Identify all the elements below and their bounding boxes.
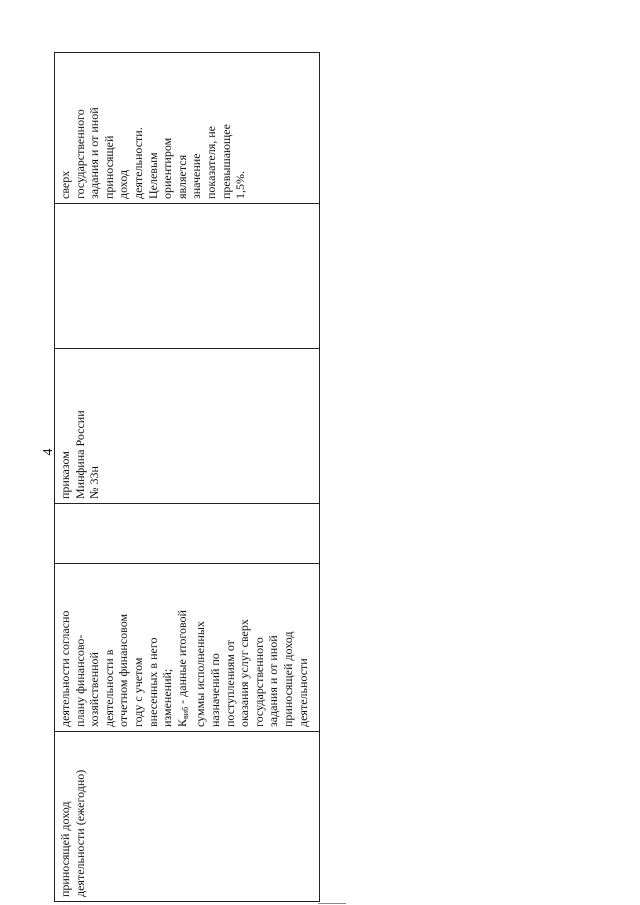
table-frame <box>54 52 320 902</box>
text-line: приказом <box>58 451 72 499</box>
text-line: превышающее <box>218 124 233 199</box>
text-line: деятельности согласно <box>58 610 72 727</box>
text-line: оказания услуг сверх <box>237 619 252 727</box>
text-line: году с учетом <box>130 657 145 727</box>
page-number: 4 <box>41 448 56 456</box>
text-line: сверх <box>58 170 72 199</box>
cell-formula-description <box>55 563 319 731</box>
text-line: плану финансово- <box>72 634 87 727</box>
text-line: показателя, не <box>203 126 218 199</box>
cell-source-document <box>55 348 319 503</box>
text-line: Целевым <box>145 152 160 199</box>
text-line: хозяйственной <box>87 652 102 727</box>
text-line: деятельности. <box>130 127 145 199</box>
text-line: задания и от иной <box>87 107 102 199</box>
text-line: задания и от иной <box>266 635 281 727</box>
table-rotated <box>54 52 320 902</box>
text-line: Минфина России <box>72 410 87 499</box>
text-line: значение <box>189 153 204 199</box>
cell-empty-wide <box>55 203 319 348</box>
text-line: государственного <box>251 637 266 727</box>
text-line: является <box>174 154 189 199</box>
text-line: государственного <box>72 109 87 199</box>
cell-empty-narrow <box>55 503 319 563</box>
text-line: изменений; <box>160 668 175 727</box>
text-line: 1,5%. <box>233 171 248 199</box>
cell-indicator-name <box>55 731 319 901</box>
text-line: деятельности (ежегодно) <box>72 769 87 897</box>
text-line: внесенных в него <box>145 637 160 727</box>
text-line: ориентиром <box>160 137 175 199</box>
k-definition-line <box>175 567 194 727</box>
k-symbol: К <box>174 718 189 727</box>
scan-mark <box>318 903 346 904</box>
text-line: приносящей <box>101 135 116 199</box>
text-line: суммы исполненных <box>193 621 208 727</box>
text-line: назначений по <box>207 653 222 727</box>
indicators-table <box>54 52 320 902</box>
cell-target-note <box>55 53 319 203</box>
text-line: доход <box>116 169 131 199</box>
text-line: № 33н <box>87 466 102 499</box>
text-line: поступлениям от <box>222 640 237 727</box>
text-line: деятельности <box>295 658 310 727</box>
text-line: приносящей доход <box>280 631 295 727</box>
text-line: приносящей доход <box>58 801 72 897</box>
k-subscript: виб <box>180 706 190 719</box>
k-definition-text: - данные итоговой <box>174 610 189 707</box>
text-line: деятельности в <box>101 649 116 727</box>
text-line: отчетном финансовом <box>116 613 131 727</box>
